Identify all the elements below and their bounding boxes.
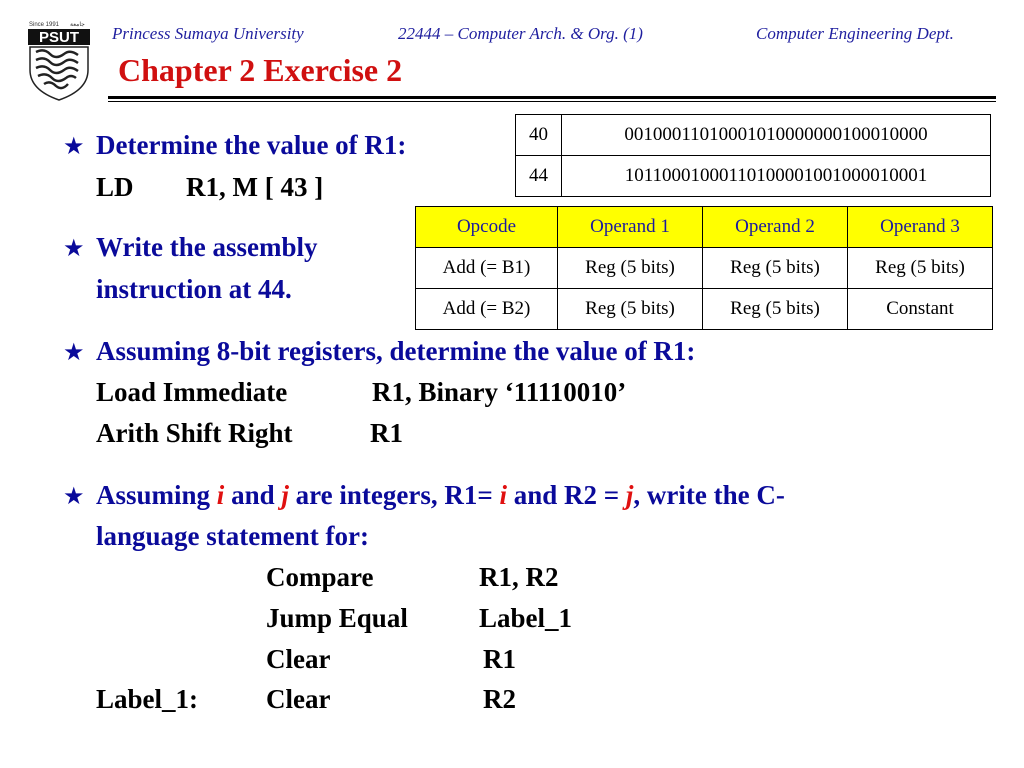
bullet-star-icon: ★ bbox=[63, 484, 85, 510]
memory-row bbox=[516, 156, 991, 197]
format-cell: Reg (5 bits) bbox=[703, 248, 848, 289]
format-cell: Reg (5 bits) bbox=[558, 248, 703, 289]
bullet-1-operands: R1, M [ 43 ] bbox=[186, 172, 324, 202]
format-cell: Reg (5 bits) bbox=[558, 289, 703, 330]
bullet-3-instr-1-args: R1, Binary ‘11110010’ bbox=[372, 377, 627, 407]
code-args: R1 bbox=[483, 644, 516, 674]
code-args: Label_1 bbox=[479, 603, 573, 633]
slide-title: Chapter 2 Exercise 2 bbox=[118, 52, 403, 88]
header-operand-2: Operand 2 bbox=[703, 207, 848, 248]
format-cell: Reg (5 bits) bbox=[703, 289, 848, 330]
code-op: Clear bbox=[266, 644, 331, 674]
memory-table bbox=[515, 114, 991, 197]
memory-bits: 00100011010001010000000100010000 bbox=[562, 115, 991, 156]
bullet-star-icon: ★ bbox=[63, 236, 85, 262]
header-operand-3: Operand 3 bbox=[848, 207, 993, 248]
psut-logo bbox=[26, 18, 92, 102]
format-row bbox=[416, 248, 993, 289]
memory-row bbox=[516, 115, 991, 156]
bullet-star-icon: ★ bbox=[63, 340, 85, 366]
bullet-4-text: and bbox=[224, 480, 282, 510]
bullet-3-text: Assuming 8-bit registers, determine the value of R1: bbox=[96, 336, 696, 366]
bullet-star-icon: ★ bbox=[63, 134, 85, 160]
bullet-1-opcode: LD bbox=[96, 172, 134, 202]
header-course: 22444 – Computer Arch. & Org. (1) bbox=[398, 24, 643, 43]
svg-text:Since 1991: Since 1991 bbox=[29, 22, 60, 28]
format-cell: Add (= B2) bbox=[416, 289, 558, 330]
bullet-4-text: Assuming bbox=[96, 480, 217, 510]
code-args: R1, R2 bbox=[479, 562, 559, 592]
svg-text:جامعة: جامعة bbox=[70, 22, 85, 28]
header-department: Computer Engineering Dept. bbox=[756, 24, 954, 43]
code-op: Clear bbox=[266, 684, 331, 714]
memory-address: 40 bbox=[516, 115, 562, 156]
bullet-4-text: are integers, R1= bbox=[288, 480, 500, 510]
bullet-4-line-2: language statement for: bbox=[96, 521, 369, 551]
format-row bbox=[416, 289, 993, 330]
instruction-format-table bbox=[415, 206, 993, 330]
format-header-row bbox=[416, 207, 993, 248]
title-rule-thin bbox=[108, 101, 996, 102]
header-opcode: Opcode bbox=[416, 207, 558, 248]
code-label: Label_1: bbox=[96, 684, 199, 714]
code-args: R2 bbox=[483, 684, 516, 714]
format-cell: Add (= B1) bbox=[416, 248, 558, 289]
bullet-4-text: and R2 = bbox=[506, 480, 626, 510]
var-j: j bbox=[281, 480, 289, 510]
code-op: Compare bbox=[266, 562, 374, 592]
bullet-1-text: Determine the value of R1: bbox=[96, 130, 407, 160]
header-university: Princess Sumaya University bbox=[112, 24, 304, 43]
format-cell: Constant bbox=[848, 289, 993, 330]
var-i: i bbox=[216, 480, 225, 510]
bullet-2-line-2: instruction at 44. bbox=[96, 274, 292, 304]
format-cell: Reg (5 bits) bbox=[848, 248, 993, 289]
bullet-4-text: , write the C- bbox=[633, 480, 785, 510]
bullet-4-line-1 bbox=[96, 480, 785, 511]
header-operand-1: Operand 1 bbox=[558, 207, 703, 248]
bullet-3-instr-2-op: Arith Shift Right bbox=[96, 418, 293, 448]
title-rule bbox=[108, 96, 996, 99]
bullet-3-instr-2-args: R1 bbox=[370, 418, 403, 448]
bullet-3-instr-1-op: Load Immediate bbox=[96, 377, 288, 407]
memory-address: 44 bbox=[516, 156, 562, 197]
memory-bits: 10110001000110100001001000010001 bbox=[562, 156, 991, 197]
bullet-2-line-1: Write the assembly bbox=[96, 232, 318, 262]
svg-text:PSUT: PSUT bbox=[38, 29, 80, 46]
var-j: j bbox=[625, 480, 634, 510]
var-i: i bbox=[499, 480, 507, 510]
code-op: Jump Equal bbox=[266, 603, 408, 633]
